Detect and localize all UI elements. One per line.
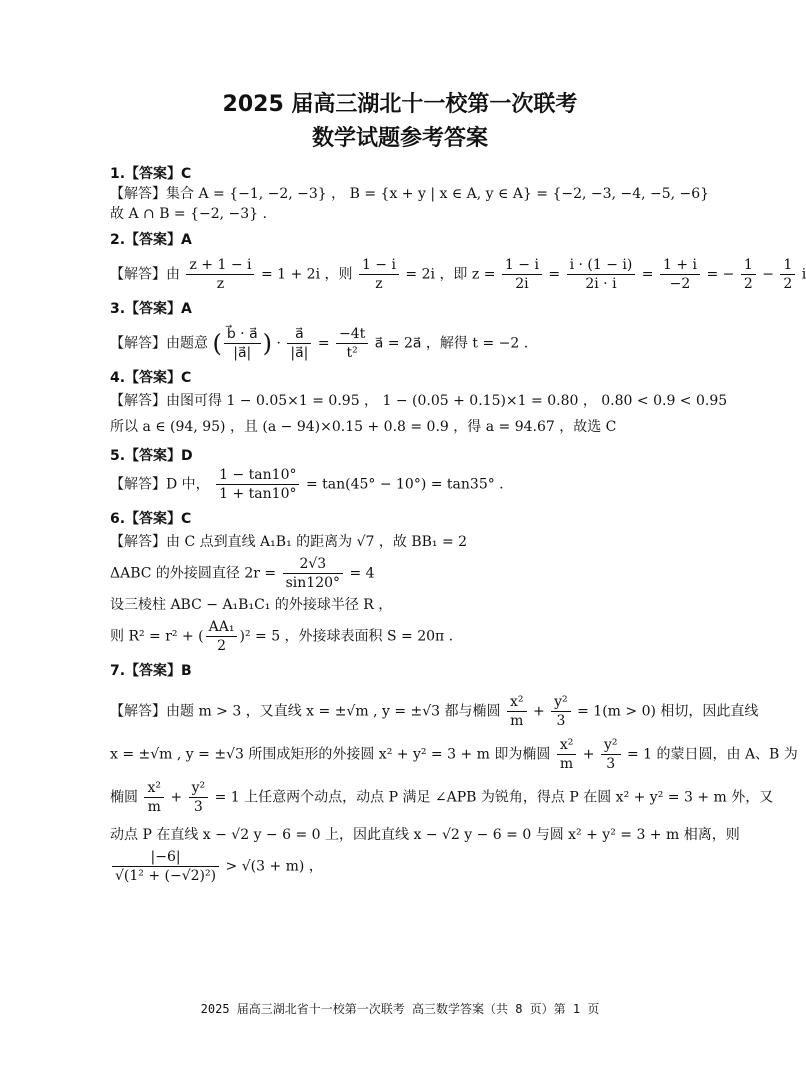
fraction-denominator: m [147,799,161,815]
q7-line3-fraction-a [144,779,164,816]
fraction-numerator: x² [144,779,164,798]
fraction-denominator: z [216,276,225,292]
fraction-denominator: √(1² + (−√2)²) [115,868,217,884]
fraction-numerator: −4t [336,325,368,344]
q7-solution-line-3 [110,779,774,816]
q2-text-3: = [548,266,561,283]
right-paren: ) [262,329,273,358]
q5-solution [110,466,730,503]
q3-solution [110,325,730,362]
fraction-numerator: 1 + i [660,256,700,275]
fraction-numerator: 2√3 [283,555,343,574]
fraction-denominator: t² [346,345,358,361]
fraction-denominator: 2i · i [585,276,617,292]
q7-line1-lead: 【解答】由题 m > 3 ，又直线 x = ±√m , y = ±√3 都与椭圆 [110,703,501,720]
fraction-denominator: 2i [515,276,529,292]
fraction-denominator: |a⃗| [290,345,309,361]
q3-text-2: = [317,335,330,352]
q7-line5-tail: > √(3 + m) ， [225,858,323,875]
fraction-denominator: −2 [669,276,691,292]
fraction-numerator: 1 − tan10° [216,466,299,485]
fraction-numerator: x² [557,736,577,755]
fraction-denominator: m [559,756,574,772]
q2-fraction-5 [660,256,700,293]
q2-text-2: = 2i ，即 z = [405,266,496,283]
q4-solution-line-2: 所以 a ∈ (94, 95) ，且 (a − 94)×0.15 + 0.8 = 0.9 ，得 a = 94.67 ，故选 C [110,419,617,435]
fraction-numerator: z + 1 − i [186,256,254,275]
q7-line3-lead: 椭圆 [110,789,138,806]
q3-fraction-1 [224,325,261,362]
document-title: 2025 届高三湖北十一校第一次联考 [222,92,578,117]
fraction-denominator: 2 [743,276,753,292]
q6-answer: 6.【答案】C [110,511,192,527]
q2-lead: 【解答】由 [110,266,180,283]
q3-fraction-3 [336,325,368,362]
q5-fraction-1 [216,466,299,503]
q6-solution-line-1: 【解答】由 C 点到直线 A₁B₁ 的距离为 √7 ，故 BB₁ = 2 [110,534,468,550]
q6-line4-tail: )² = 5 ，外接球表面积 S = 20π . [239,628,454,645]
q6-line2-tail: = 4 [349,565,375,582]
q6-fraction-half-height [206,618,238,655]
q2-fraction-4 [567,256,636,293]
q6-line4-lead: 则 R² = r² + ( [110,628,204,645]
fraction-denominator: 1 + tan10° [219,486,297,502]
fraction-denominator: 2 [783,276,793,292]
q6-solution-line-3: 设三棱柱 ABC − A₁B₁C₁ 的外接球半径 R ， [110,597,393,613]
q7-line1-fraction-a [507,693,527,730]
page-footer: 2025 届高三湖北省十一校第一次联考 高三数学答案（共 8 页）第 1 页 [200,1002,600,1016]
q3-answer: 3.【答案】A [110,301,192,317]
q2-solution [110,256,806,293]
q1-solution-line-2: 故 A ∩ B = {−2, −3} . [110,206,268,222]
q7-line3-fraction-b [189,779,209,816]
q3-fraction-2 [287,325,311,362]
q5-text-1: = tan(45° − 10°) = tan35° . [305,476,504,493]
q2-fraction-2 [359,256,399,293]
q3-text-1: · [276,335,281,352]
q5-lead: 【解答】D 中， [110,476,210,493]
fraction-denominator: sin120° [285,575,341,591]
left-paren: ( [212,329,222,358]
fraction-denominator: 3 [606,756,616,772]
q7-distance-fraction [112,848,219,885]
q7-answer: 7.【答案】B [110,663,192,679]
fraction-numerator: a⃗ [287,325,311,344]
fraction-numerator: 1 − i [359,256,399,275]
q7-line1-plus: + [532,703,545,720]
fraction-numerator: AA₁ [206,618,238,637]
fraction-numerator: y² [601,736,621,755]
fraction-numerator: 1 [741,256,756,275]
q2-answer: 2.【答案】A [110,232,192,248]
q3-lead: 【解答】由题意 [110,335,208,352]
q4-answer: 4.【答案】C [110,370,192,386]
q2-fraction-3 [502,256,542,293]
q2-text-6: − [762,266,774,283]
q3-text-3: a⃗ = 2a⃗ ，解得 t = −2 . [374,335,529,352]
q2-fraction-7 [780,256,795,293]
fraction-denominator: m [510,713,524,729]
q1-answer: 1.【答案】C [110,166,192,182]
fraction-denominator: 2 [217,638,227,654]
fraction-denominator: 3 [193,799,203,815]
fraction-denominator: 3 [556,713,566,729]
q7-line2-fraction-a [557,736,577,773]
document-subtitle: 数学试题参考答案 [311,126,488,151]
q7-solution-line-2 [110,736,798,773]
q2-fraction-6 [741,256,756,293]
fraction-numerator: y² [551,693,571,712]
fraction-numerator: 1 − i [502,256,542,275]
fraction-numerator: y² [189,779,209,798]
q7-solution-line-4: 动点 P 在直线 x − √2 y − 6 = 0 上，因此直线 x − √2 y − 6 = 0 与圆 x² + y² = 3 + m 相离，则 [110,827,740,843]
fraction-denominator: z [375,276,383,292]
q2-text-1: = 1 + 2i ，则 [260,266,353,283]
fraction-numerator: x² [507,693,527,712]
q7-line1-tail: = 1(m > 0) 相切，因此直线 [577,703,759,720]
q7-line1-fraction-b [551,693,571,730]
q2-text-4: = [641,266,654,283]
q7-line2-lead: x = ±√m , y = ±√3 所围成矩形的外接圆 x² + y² = 3 + m 即为椭圆 [110,746,551,763]
q2-text-7: i [801,266,806,283]
fraction-numerator: 1 [780,256,795,275]
q5-answer: 5.【答案】D [110,448,193,464]
q6-fraction-diameter [283,555,343,592]
q4-solution-line-1: 【解答】由图可得 1 − 0.05×1 = 0.95 ， 1 − (0.05 + 0.15)×1 = 0.80 ， 0.80 < 0.9 < 0.95 [110,393,728,409]
fraction-numerator: b⃗ · a⃗ [224,325,261,344]
q7-line2-tail: = 1 的蒙日圆，由 A、B 为 [626,746,798,763]
q6-line2-lead: ΔABC 的外接圆直径 2r = [110,565,277,582]
q2-text-5: = − [706,266,735,283]
fraction-numerator: i · (1 − i) [567,256,636,275]
fraction-numerator: |−6| [112,848,219,867]
q6-solution-line-4 [110,618,730,655]
q2-fraction-1 [186,256,254,293]
q7-solution-line-5 [110,848,730,885]
q6-solution-line-2 [110,555,730,592]
q7-line2-plus: + [582,746,595,763]
q7-line3-plus: + [170,789,183,806]
q7-line3-tail: = 1 上任意两个动点，动点 P 满足 ∠APB 为锐角，得点 P 在圆 x² + y² = 3 + m 外，又 [214,789,774,806]
q7-solution-line-1 [110,693,759,730]
fraction-denominator: |a⃗| [233,345,252,361]
q1-solution-line-1: 【解答】集合 A = {−1, −2, −3} ， B = {x + y | x ∈ A, y ∈ A} = {−2, −3, −4, −5, −6} [110,186,710,202]
q7-line2-fraction-b [601,736,621,773]
